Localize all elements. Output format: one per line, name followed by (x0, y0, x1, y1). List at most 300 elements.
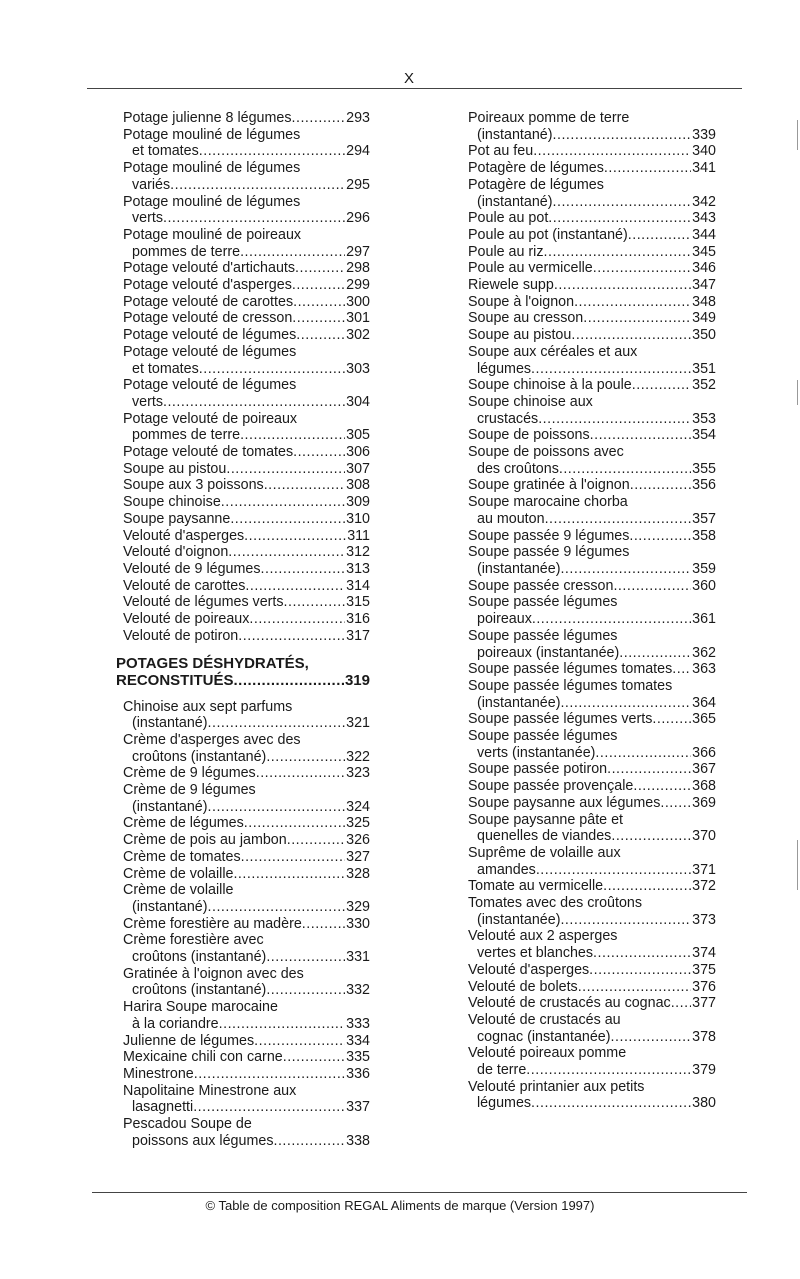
entry-last-line (123, 361, 370, 378)
index-entry (468, 327, 716, 344)
entry-text: Soupe de poissons (468, 427, 590, 444)
index-entry (468, 294, 716, 311)
page-number: 379 (692, 1062, 716, 1079)
entry-last-line (123, 561, 370, 578)
entry-last-line (468, 828, 716, 845)
page-number: 337 (346, 1099, 370, 1116)
entry-text: Potage velouté d'asperges (123, 277, 292, 294)
entry-last-line (468, 745, 716, 762)
index-entry (123, 194, 370, 227)
entry-line: Soupe de poissons avec (468, 444, 624, 461)
entry-text: Riewele supp (468, 277, 554, 294)
dot-leader (228, 544, 345, 561)
entry-text: Poule au pot (instantané) (468, 226, 628, 243)
entry-last-line (468, 210, 716, 227)
dot-leader (589, 962, 691, 979)
index-entry (468, 795, 716, 812)
entry-last-line (468, 511, 716, 528)
page-number: 351 (692, 360, 716, 377)
entry-last-line (468, 578, 716, 595)
entry-last-line (468, 995, 716, 1012)
index-entry (468, 979, 716, 996)
entry-text: croûtons (instantané) (132, 982, 267, 999)
dot-leader (613, 578, 691, 595)
dot-leader (293, 294, 345, 311)
entry-text: Crème de volaille (123, 865, 234, 882)
entry-text: Crème de 9 légumes (123, 765, 256, 782)
index-entry (468, 778, 716, 795)
entry-text: Soupe passée provençale (468, 778, 634, 795)
page-number: 360 (692, 577, 716, 594)
dot-leader (249, 611, 345, 628)
index-entry (468, 244, 716, 261)
entry-text: Velouté de 9 légumes (123, 560, 261, 577)
index-entry (123, 1066, 370, 1083)
scan-edge-mark (797, 380, 798, 405)
entry-last-line (468, 862, 716, 879)
page-number: 327 (346, 848, 370, 865)
dot-leader (603, 878, 691, 895)
index-entry (123, 544, 370, 561)
page-number: 323 (346, 765, 370, 782)
dot-leader (671, 995, 691, 1012)
dot-leader (526, 1062, 691, 1079)
entry-text: Poule au riz (468, 243, 544, 260)
index-entry (468, 711, 716, 728)
page-number: 341 (692, 160, 716, 177)
page-number: 333 (346, 1015, 370, 1032)
index-entry (123, 916, 370, 933)
page-number: 301 (346, 310, 370, 327)
page-number: 293 (346, 110, 370, 126)
entry-text: Velouté de légumes verts (123, 594, 284, 611)
entry-last-line (123, 394, 370, 411)
dot-leader (287, 832, 345, 849)
page-number: 380 (692, 1095, 716, 1112)
dot-leader (545, 511, 692, 528)
index-entry (123, 1033, 370, 1050)
index-entry (123, 294, 370, 311)
entry-last-line (123, 210, 370, 227)
entry-line: Soupe passée légumes (468, 594, 618, 611)
page-number: 303 (346, 360, 370, 377)
page-number: 371 (692, 861, 716, 878)
page-number: 309 (346, 494, 370, 511)
entry-text: Soupe gratinée à l'oignon (468, 477, 630, 494)
entry-text: Julienne de légumes (123, 1032, 255, 1049)
index-entry (123, 227, 370, 260)
dot-leader (578, 979, 691, 996)
dot-leader (292, 110, 346, 127)
page-number: 358 (692, 527, 716, 544)
entry-last-line (123, 594, 370, 611)
entry-line: Potage velouté de légumes (123, 377, 297, 394)
page-number: 362 (692, 644, 716, 661)
entry-text: Potagère de légumes (468, 160, 604, 177)
page-number: 373 (692, 911, 716, 928)
entry-line: Soupe passée légumes tomates (468, 677, 673, 694)
entry-last-line (123, 294, 370, 311)
entry-text: Potage julienne 8 légumes (123, 110, 292, 126)
entry-last-line (468, 277, 716, 294)
dot-leader (672, 661, 691, 678)
entry-last-line (468, 327, 716, 344)
index-entry (123, 732, 370, 765)
index-entry (468, 845, 716, 878)
entry-last-line (123, 110, 370, 127)
dot-leader (245, 578, 345, 595)
page-number: 350 (692, 327, 716, 344)
entry-line: Crème d'asperges avec des (123, 731, 301, 748)
dot-leader (293, 444, 345, 461)
entry-last-line (468, 778, 716, 795)
dot-leader (219, 1016, 346, 1033)
entry-last-line (468, 477, 716, 494)
index-entry (468, 962, 716, 979)
index-entry (123, 866, 370, 883)
entry-last-line (123, 427, 370, 444)
entry-line: Potage mouliné de légumes (123, 193, 301, 210)
page-number: 297 (346, 243, 370, 260)
page-number: 321 (346, 715, 370, 732)
page-number: 329 (346, 898, 370, 915)
entry-text: Potage velouté de carottes (123, 293, 294, 310)
entry-last-line (468, 244, 716, 261)
page-number: 366 (692, 744, 716, 761)
index-entry (468, 177, 716, 210)
page-number: 316 (346, 611, 370, 628)
entry-last-line (468, 761, 716, 778)
entry-text: Crème de pois au jambon (123, 832, 287, 849)
entry-line: Napolitaine Minestrone aux (123, 1082, 297, 1099)
dot-leader (208, 899, 346, 916)
index-entry (123, 511, 370, 528)
index-entry (123, 494, 370, 511)
dot-leader (292, 277, 345, 294)
dot-leader (234, 672, 344, 689)
entry-text: Velouté de carottes (123, 577, 246, 594)
entry-last-line (123, 1033, 370, 1050)
page-number: 336 (346, 1065, 370, 1082)
page-number: 364 (692, 694, 716, 711)
index-entry (468, 878, 716, 895)
dot-leader (254, 1033, 345, 1050)
page-number: 344 (692, 226, 716, 243)
page-number: 298 (346, 260, 370, 277)
dot-leader (221, 494, 345, 511)
page-number: 368 (692, 778, 716, 795)
page-number: 312 (346, 544, 370, 561)
page-number: 325 (346, 815, 370, 832)
entry-last-line (123, 177, 370, 194)
entry-text: quenelles de viandes (477, 828, 612, 845)
entry-line: Potage velouté de légumes (123, 343, 297, 360)
page-number: 349 (692, 310, 716, 327)
index-entry (468, 160, 716, 177)
entry-line: Harira Soupe marocaine (123, 999, 278, 1016)
index-entry (123, 1049, 370, 1066)
index-entry (123, 344, 370, 377)
entry-text: Potage velouté de tomates (123, 444, 294, 461)
page-number: 343 (692, 210, 716, 227)
entry-text: Potage velouté de cresson (123, 310, 293, 327)
entry-last-line (123, 849, 370, 866)
dot-leader (531, 361, 691, 378)
entry-line: Suprême de volaille aux (468, 844, 621, 861)
entry-line: Poireaux pomme de terre (468, 110, 630, 126)
entry-text: croûtons (instantané) (132, 748, 267, 765)
entry-line: Tomates avec des croûtons (468, 895, 643, 912)
entry-text: (instantané) (132, 898, 208, 915)
entry-line: Soupe chinoise aux (468, 393, 593, 410)
dot-leader (264, 477, 345, 494)
entry-line: Crème forestière avec (123, 932, 264, 949)
dot-leader (538, 411, 691, 428)
dot-leader (226, 461, 345, 478)
dot-leader (553, 194, 692, 211)
index-entry (123, 849, 370, 866)
dot-leader (660, 795, 691, 812)
page-number: 377 (692, 995, 716, 1012)
entry-line: Soupe marocaine chorba (468, 494, 628, 511)
entry-text: Velouté de crustacés au cognac (468, 995, 671, 1012)
entry-text: variés (132, 176, 171, 193)
entry-text: légumes (477, 360, 532, 377)
entry-line: Soupe passée légumes (468, 728, 618, 745)
entry-text: Soupe passée 9 légumes (468, 527, 630, 544)
entry-text: Potage velouté d'artichauts (123, 260, 296, 277)
entry-last-line (468, 361, 716, 378)
dot-leader (266, 749, 345, 766)
entry-last-line (468, 962, 716, 979)
entry-text: Poule au vermicelle (468, 260, 593, 277)
entry-last-line (123, 444, 370, 461)
page-number: 359 (692, 560, 716, 577)
page-number: 374 (692, 945, 716, 962)
page-number: 357 (692, 510, 716, 527)
page-number: 342 (692, 193, 716, 210)
entry-last-line (468, 695, 716, 712)
entry-last-line (123, 244, 370, 261)
index-entry (123, 528, 370, 545)
page-number: 295 (346, 176, 370, 193)
entry-text: pommes de terre (132, 243, 241, 260)
index-entry (468, 678, 716, 711)
dot-leader (544, 244, 692, 261)
entry-last-line (123, 1133, 370, 1150)
index-entry (468, 544, 716, 577)
index-entry (123, 932, 370, 965)
dot-leader (170, 177, 345, 194)
entry-last-line (123, 528, 370, 545)
dot-leader (531, 1095, 691, 1112)
entry-text: Soupe paysanne aux légumes (468, 794, 661, 811)
page-number: 311 (347, 527, 370, 544)
entry-line: Velouté de crustacés au (468, 1011, 621, 1028)
entry-last-line (123, 715, 370, 732)
entry-text: vertes et blanches (477, 945, 594, 962)
entry-text: (instantané) (132, 798, 208, 815)
entry-line: Gratinée à l'oignon avec des (123, 965, 304, 982)
entry-text: des croûtons (477, 460, 559, 477)
entry-last-line (123, 866, 370, 883)
dot-leader (292, 310, 345, 327)
entry-text: Soupe au pistou (468, 327, 572, 344)
entry-last-line (123, 310, 370, 327)
entry-text: Crème forestière au madère (123, 915, 302, 932)
page-number: 328 (346, 865, 370, 882)
dot-leader (590, 427, 692, 444)
entry-text: Soupe à l'oignon (468, 293, 575, 310)
entry-text: Soupe passée cresson (468, 577, 614, 594)
entry-last-line (468, 912, 716, 929)
entry-text: (instantané) (477, 193, 553, 210)
entry-text: Soupe passée légumes tomates (468, 661, 673, 678)
entry-last-line (468, 461, 716, 478)
index-entry (123, 1083, 370, 1116)
index-entry (468, 578, 716, 595)
index-entry (123, 782, 370, 815)
page-number: 314 (346, 577, 370, 594)
dot-leader (583, 310, 691, 327)
page-number: 334 (346, 1032, 370, 1049)
entry-last-line (468, 795, 716, 812)
footer-copyright: © Table de composition REGAL Aliments de marque (Version 1997) (205, 1198, 595, 1213)
index-entry (468, 310, 716, 327)
dot-leader (571, 327, 691, 344)
entry-last-line (468, 1029, 716, 1046)
page-number: 305 (346, 427, 370, 444)
entry-text: Potage velouté de légumes (123, 327, 297, 344)
index-entry (468, 1012, 716, 1045)
index-entry (123, 611, 370, 628)
entry-line: Potage mouliné de poireaux (123, 226, 302, 243)
dot-leader (593, 945, 691, 962)
entry-text: Poule au pot (468, 210, 549, 227)
entry-text: et tomates (132, 143, 199, 160)
page-number: 296 (346, 210, 370, 227)
page-number: 338 (346, 1132, 370, 1149)
index-entry (468, 594, 716, 627)
page-number: 317 (346, 627, 370, 644)
entry-text: (instantanée) (477, 911, 561, 928)
index-entry (123, 411, 370, 444)
entry-text: Soupe passée légumes verts (468, 711, 653, 728)
section-letter: X (404, 70, 415, 87)
entry-line: Soupe passée légumes (468, 627, 618, 644)
index-entry (468, 143, 716, 160)
index-entry (123, 966, 370, 999)
dot-leader (619, 645, 691, 662)
section-heading-line: POTAGES DÉSHYDRATÉS, (116, 654, 309, 672)
entry-text: Pot au feu (468, 143, 534, 160)
dot-leader (652, 711, 691, 728)
entry-last-line (468, 194, 716, 211)
dot-leader (629, 528, 691, 545)
entry-last-line (123, 949, 370, 966)
entry-text: poireaux (instantanée) (477, 644, 620, 661)
index-entry (123, 461, 370, 478)
page-number: 307 (346, 460, 370, 477)
entry-line: Potage mouliné de légumes (123, 126, 301, 143)
footer-rule (92, 1192, 747, 1193)
index-entry (123, 327, 370, 344)
page-number: 340 (692, 143, 716, 160)
entry-last-line (123, 461, 370, 478)
entry-last-line (468, 227, 716, 244)
page-number: 347 (692, 277, 716, 294)
index-entry (468, 761, 716, 778)
dot-leader (553, 127, 692, 144)
dot-leader (630, 477, 691, 494)
entry-last-line (468, 427, 716, 444)
page-number: 300 (346, 293, 370, 310)
entry-line: Soupe paysanne pâte et (468, 811, 624, 828)
dot-leader (266, 949, 345, 966)
entry-last-line (123, 1016, 370, 1033)
entry-last-line (123, 494, 370, 511)
page-number: 310 (346, 510, 370, 527)
section-heading-text: RECONSTITUÉS (116, 671, 234, 689)
entry-text: Tomate au vermicelle (468, 878, 604, 895)
index-entry (468, 528, 716, 545)
entry-text: légumes (477, 1095, 532, 1112)
page-number: 345 (692, 243, 716, 260)
index-entry (468, 895, 716, 928)
dot-leader (554, 277, 691, 294)
entry-last-line (468, 945, 716, 962)
entry-text: Soupe au pistou (123, 460, 227, 477)
entry-last-line (123, 277, 370, 294)
dot-leader (593, 260, 691, 277)
page-number: 376 (692, 978, 716, 995)
index-right-column (468, 110, 716, 1112)
dot-leader (611, 1029, 692, 1046)
page-number: 319 (344, 671, 370, 689)
dot-leader (548, 210, 691, 227)
page-number: 294 (346, 143, 370, 160)
entry-text: croûtons (instantané) (132, 949, 267, 966)
page-number: 375 (692, 961, 716, 978)
entry-text: Soupe paysanne (123, 510, 231, 527)
entry-last-line (123, 916, 370, 933)
dot-leader (208, 799, 346, 816)
entry-last-line (123, 477, 370, 494)
entry-last-line (123, 511, 370, 528)
entry-text: pommes de terre (132, 427, 241, 444)
entry-line: Soupe aux céréales et aux (468, 343, 638, 360)
entry-line: Chinoise aux sept parfums (123, 698, 293, 715)
entry-text: (instantané) (132, 715, 208, 732)
page-number: 331 (346, 949, 370, 966)
index-entry (123, 260, 370, 277)
page-number: 367 (692, 761, 716, 778)
dot-leader (628, 227, 691, 244)
entry-last-line (468, 661, 716, 678)
index-entry (123, 1116, 370, 1149)
entry-last-line (468, 1095, 716, 1112)
entry-last-line (123, 749, 370, 766)
index-entry (123, 765, 370, 782)
scan-edge-mark (797, 120, 798, 150)
entry-last-line (468, 878, 716, 895)
entry-text: lasagnetti (132, 1099, 194, 1116)
dot-leader (536, 862, 691, 879)
entry-last-line (123, 578, 370, 595)
scan-edge-mark (797, 840, 798, 890)
dot-leader (193, 1099, 345, 1116)
entry-line: Potagère de légumes (468, 176, 604, 193)
